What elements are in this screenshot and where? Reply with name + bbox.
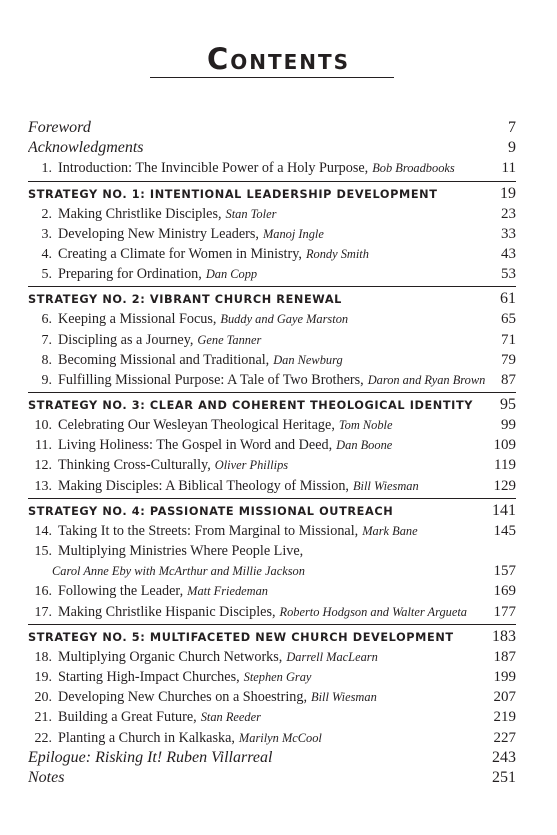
toc-chapter-3[interactable] — [28, 224, 516, 244]
chapter-author: Dan Copp — [205, 267, 258, 282]
chapter-author: Rondy Smith — [305, 246, 369, 261]
toc-strategy-5[interactable] — [28, 624, 516, 647]
chapter-author: Roberto Hodgson and Walter Argueta — [279, 604, 467, 619]
chapter-title: Making Christlike Hispanic Disciples, — [58, 603, 276, 620]
chapter-number: 15. — [34, 544, 52, 559]
chapter-author: Marilyn McCool — [238, 730, 322, 745]
chapter-title: Discipling as a Journey, — [58, 331, 194, 348]
page-number: 109 — [493, 437, 516, 454]
page-number: 183 — [492, 627, 516, 645]
entry-label: Acknowledgments — [28, 139, 144, 157]
page-number: 187 — [493, 648, 516, 665]
chapter-number: 12. — [34, 458, 52, 474]
chapter-title: Making Christlike Disciples, — [58, 205, 222, 222]
toc-chapter-6[interactable] — [28, 309, 516, 329]
page-number: 99 — [501, 417, 516, 434]
chapter-title: Following the Leader, — [58, 583, 184, 600]
toc-chapter-20[interactable] — [28, 687, 516, 707]
page-number: 53 — [501, 266, 516, 283]
chapter-number: 1. — [41, 161, 52, 177]
page-number: 65 — [501, 311, 516, 328]
entry-label: Foreword — [28, 119, 91, 136]
strategy-heading: STRATEGY NO. 2: VIBRANT CHURCH RENEWAL — [28, 293, 342, 307]
page-number: 177 — [493, 603, 516, 620]
chapter-number: 2. — [41, 206, 52, 222]
page-number: 119 — [494, 457, 516, 474]
page-number: 129 — [493, 477, 516, 494]
entry-label: Notes — [28, 768, 65, 786]
strategy-heading: STRATEGY NO. 1: INTENTIONAL LEADERSHIP DEVELOPMENT — [28, 187, 438, 201]
chapter-author: Stan Toler — [225, 206, 277, 221]
toc-chapter-8[interactable] — [28, 350, 516, 370]
page-number: 207 — [493, 689, 516, 706]
chapter-number: 17. — [34, 604, 52, 620]
toc-chapter-16[interactable] — [28, 581, 516, 601]
toc-chapter-10[interactable] — [28, 415, 516, 435]
toc-entry-acknowledgments[interactable] — [28, 138, 516, 158]
chapter-title: Multiplying Organic Church Networks, — [58, 648, 283, 665]
chapter-title: Introduction: The Invincible Power of a Holy Purpose, — [58, 160, 369, 177]
page-number: 243 — [492, 748, 516, 766]
toc-chapter-19[interactable] — [28, 667, 516, 687]
page-title: Contents — [206, 42, 351, 76]
page-number: 79 — [501, 351, 516, 368]
chapter-author: Darrell MacLearn — [286, 649, 378, 664]
title-underline — [150, 77, 394, 78]
chapter-author: Buddy and Gaye Marston — [220, 312, 349, 327]
toc-chapter-11[interactable] — [28, 435, 516, 455]
toc-chapter-15-continued[interactable] — [28, 561, 516, 581]
page-number: 219 — [493, 709, 516, 726]
chapter-number: 14. — [34, 523, 52, 539]
chapter-number: 22. — [34, 730, 52, 746]
chapter-title: Developing New Ministry Leaders, — [58, 225, 259, 242]
toc-entry-notes[interactable] — [28, 768, 516, 788]
chapter-title: Fulfilling Missional Purpose: A Tale of Two Brothers, — [58, 371, 364, 388]
toc-chapter-9[interactable] — [28, 370, 516, 390]
chapter-author: Mark Bane — [362, 523, 418, 538]
toc-strategy-1[interactable] — [28, 181, 516, 204]
chapter-title: Making Disciples: A Biblical Theology of Mission, — [58, 477, 349, 494]
entry-label: Epilogue: Risking It! Ruben Villarreal — [28, 748, 273, 766]
table-of-contents — [28, 118, 516, 788]
page-number: 19 — [500, 184, 516, 202]
chapter-number: 21. — [34, 710, 52, 726]
toc-entry-epilogue[interactable] — [28, 748, 516, 768]
chapter-title: Preparing for Ordination, — [58, 266, 202, 283]
page-number: 43 — [501, 245, 516, 262]
toc-chapter-4[interactable] — [28, 244, 516, 264]
chapter-number: 13. — [34, 478, 52, 494]
strategy-heading: STRATEGY NO. 3: CLEAR AND COHERENT THEOLOGICAL IDENTITY — [28, 399, 474, 413]
chapter-number: 9. — [41, 372, 52, 388]
page-number: 9 — [508, 139, 516, 157]
toc-chapter-17[interactable] — [28, 602, 516, 622]
chapter-number: 4. — [41, 246, 52, 262]
chapter-author: Carol Anne Eby with McArthur and Millie Jackson — [52, 564, 305, 579]
toc-chapter-14[interactable] — [28, 521, 516, 541]
chapter-number: 8. — [41, 352, 52, 368]
chapter-number: 3. — [41, 226, 52, 242]
page-number: 23 — [501, 205, 516, 222]
toc-chapter-18[interactable] — [28, 647, 516, 667]
page-number: 199 — [493, 668, 516, 685]
chapter-number: 19. — [34, 669, 52, 685]
page-number: 33 — [501, 225, 516, 242]
page-number: 61 — [500, 290, 516, 308]
strategy-heading: STRATEGY NO. 5: MULTIFACETED NEW CHURCH DEVELOPMENT — [28, 630, 454, 644]
toc-chapter-2[interactable] — [28, 204, 516, 224]
toc-strategy-2[interactable] — [28, 286, 516, 309]
page-number: 71 — [501, 331, 516, 348]
chapter-title: Building a Great Future, — [58, 709, 197, 726]
page-number: 251 — [492, 768, 516, 786]
page-number: 169 — [493, 583, 516, 600]
chapter-number: 20. — [34, 690, 52, 706]
page-number: 141 — [492, 501, 516, 519]
toc-strategy-4[interactable] — [28, 498, 516, 521]
chapter-number: 11. — [35, 438, 52, 454]
toc-chapter-15[interactable] — [28, 541, 516, 561]
chapter-author: Daron and Ryan Brown — [367, 372, 486, 387]
chapter-number: 16. — [34, 584, 52, 600]
chapter-author: Bill Wiesman — [352, 478, 419, 493]
chapter-author: Stan Reeder — [200, 710, 261, 725]
chapter-title: Taking It to the Streets: From Marginal to Missional, — [58, 522, 359, 539]
chapter-author: Matt Friedeman — [187, 584, 268, 599]
chapter-author: Oliver Phillips — [214, 458, 289, 473]
chapter-number: 5. — [41, 267, 52, 283]
toc-chapter-12[interactable] — [28, 455, 516, 475]
toc-chapter-22[interactable] — [28, 728, 516, 748]
chapter-title: Starting High-Impact Churches, — [58, 668, 240, 685]
chapter-title: Thinking Cross-Culturally, — [58, 457, 211, 474]
page-number: 95 — [500, 396, 516, 414]
page-number: 145 — [493, 522, 516, 539]
chapter-number: 6. — [41, 312, 52, 328]
toc-entry-foreword[interactable] — [28, 118, 516, 138]
chapter-title: Multiplying Ministries Where People Live, — [58, 543, 304, 559]
toc-strategy-3[interactable] — [28, 392, 516, 415]
page-number: 7 — [508, 119, 516, 136]
page-number: 227 — [493, 729, 516, 746]
chapter-number: 7. — [41, 332, 52, 348]
toc-chapter-13[interactable] — [28, 476, 516, 496]
chapter-author: Stephen Gray — [243, 669, 312, 684]
chapter-author: Bob Broadbooks — [372, 161, 455, 176]
chapter-author: Tom Noble — [338, 418, 393, 433]
chapter-number: 10. — [34, 418, 52, 434]
chapter-author: Dan Newburg — [273, 352, 343, 367]
chapter-title: Celebrating Our Wesleyan Theological Heritage, — [58, 417, 335, 434]
chapter-author: Gene Tanner — [197, 332, 262, 347]
chapter-title: Developing New Churches on a Shoestring, — [58, 689, 308, 706]
page-number: 157 — [493, 563, 516, 580]
toc-chapter-21[interactable] — [28, 707, 516, 727]
chapter-title: Becoming Missional and Traditional, — [58, 351, 270, 368]
page-number: 11 — [501, 160, 516, 177]
toc-chapter-7[interactable] — [28, 330, 516, 350]
toc-chapter-5[interactable] — [28, 264, 516, 284]
chapter-title: Keeping a Missional Focus, — [58, 311, 217, 328]
chapter-title: Creating a Climate for Women in Ministry, — [58, 245, 302, 262]
page-number: 87 — [501, 371, 516, 388]
chapter-title: Living Holiness: The Gospel in Word and Deed, — [58, 437, 333, 454]
strategy-heading: STRATEGY NO. 4: PASSIONATE MISSIONAL OUTREACH — [28, 504, 394, 518]
chapter-number: 18. — [34, 649, 52, 665]
chapter-author: Dan Boone — [336, 438, 393, 453]
chapter-author: Bill Wiesman — [311, 690, 377, 705]
toc-chapter-1[interactable] — [28, 158, 516, 178]
chapter-author: Manoj Ingle — [262, 226, 324, 241]
chapter-title: Planting a Church in Kalkaska, — [58, 729, 235, 746]
